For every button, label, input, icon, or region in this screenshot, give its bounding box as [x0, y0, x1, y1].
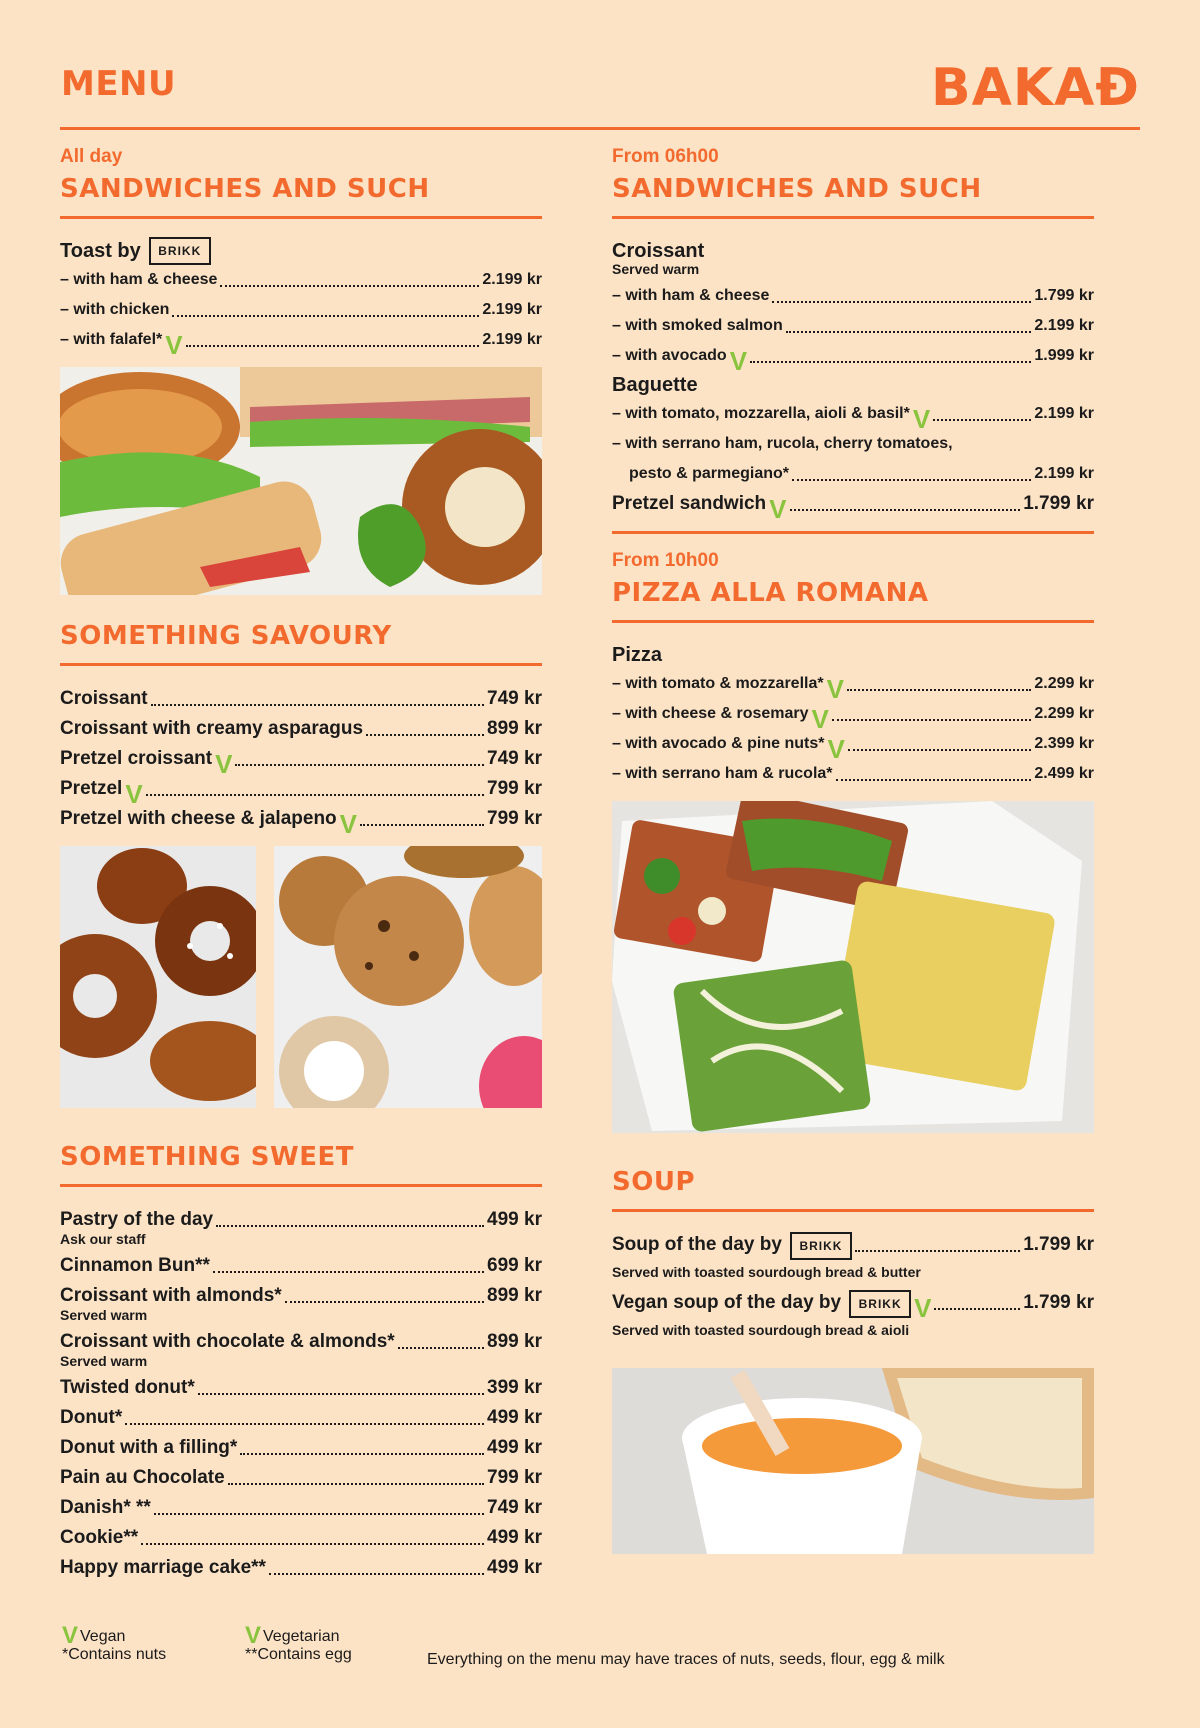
section-title: SANDWICHES AND SUCH: [612, 174, 982, 204]
menu-item: [60, 1493, 542, 1523]
menu-item-name: – with tomato, mozzarella, aioli & basil*: [612, 405, 910, 422]
section-divider: [612, 216, 1094, 219]
section-kicker: From 10h00: [612, 550, 719, 571]
menu-item: [612, 311, 1094, 341]
menu-item-name: – with ham & cheese: [612, 287, 770, 304]
leader-dots: [772, 301, 1031, 303]
menu-item-note: Served with toasted sourdough bread & butter: [612, 1264, 921, 1280]
leader-dots: [848, 749, 1032, 751]
menu-item-price: 2.399 kr: [1034, 735, 1094, 752]
menu-item-note: Served warm: [60, 1353, 148, 1369]
section-kicker: All day: [60, 146, 123, 167]
leader-dots: [216, 1225, 484, 1227]
pretzel-photo: [60, 846, 256, 1108]
leader-dots: [792, 479, 1031, 481]
legend-vegetarian-label: Vegetarian: [263, 1628, 340, 1645]
menu-item-name: Pretzel with cheese & jalapeno: [60, 808, 337, 829]
menu-item: [60, 325, 542, 360]
leader-dots: [154, 1513, 484, 1515]
leader-dots: [366, 734, 484, 736]
leader-dots: [398, 1347, 484, 1349]
section-sandwiches-morning: [612, 146, 1094, 524]
legend-vegan: [62, 1622, 167, 1664]
menu-item-price: 499 kr: [487, 1209, 542, 1230]
leader-dots: [790, 509, 1021, 511]
menu-item-name: Pretzel: [60, 778, 123, 799]
menu-item-price: 749 kr: [487, 748, 542, 769]
soup-items: [612, 1230, 1094, 1338]
menu-item-price: 899 kr: [487, 718, 542, 739]
menu-item-price: 499 kr: [487, 1407, 542, 1428]
menu-item-name: – with tomato & mozzarella*: [612, 675, 824, 692]
leader-dots: [213, 1271, 484, 1273]
section-divider: [60, 663, 542, 666]
menu-item-note: Served with toasted sourdough bread & aioli: [612, 1322, 910, 1338]
menu-item-note: Ask our staff: [60, 1231, 146, 1247]
menu-item-price: 1.799 kr: [1023, 1234, 1094, 1255]
vegetarian-icon: V: [826, 674, 844, 704]
menu-item-name: – with smoked salmon: [612, 317, 783, 334]
section-pizza: [612, 531, 1094, 1133]
pizza-photo: [612, 801, 1094, 1133]
vegan-icon: V: [62, 1622, 79, 1649]
savoury-photos: [60, 846, 542, 1108]
legend-nuts: *Contains nuts: [62, 1646, 167, 1663]
vegetarian-icon: V: [245, 1622, 262, 1649]
pizza-items: [612, 669, 1094, 789]
toast-heading: [60, 237, 542, 265]
soup-photo: [612, 1368, 1094, 1554]
toast-items: [60, 265, 542, 360]
menu-item-price: 699 kr: [487, 1255, 542, 1276]
menu-item: [60, 744, 542, 779]
menu-item-name: Cinnamon Bun**: [60, 1255, 210, 1276]
menu-item: [60, 1373, 542, 1403]
menu-item: [612, 1288, 1094, 1323]
menu-item-price: 749 kr: [487, 1497, 542, 1518]
leader-dots: [198, 1393, 484, 1395]
menu-item: [612, 489, 1094, 524]
menu-item-price: 749 kr: [487, 688, 542, 709]
menu-item: [612, 759, 1094, 789]
menu-item-price: 1.999 kr: [1034, 347, 1094, 364]
brikk-logo: BRIKK: [790, 1232, 852, 1260]
legend-disclaimer: Everything on the menu may have traces of nuts, seeds, flour, egg & milk: [427, 1651, 945, 1668]
menu-item-price: 2.299 kr: [1034, 675, 1094, 692]
leader-dots: [360, 824, 484, 826]
leader-dots: [228, 1483, 484, 1485]
menu-item: [612, 1230, 1094, 1260]
vegetarian-icon: V: [339, 809, 357, 839]
vegetarian-icon: V: [811, 704, 829, 734]
menu-item: [612, 459, 1094, 489]
vegan-icon: V: [729, 346, 748, 376]
menu-item: [60, 1251, 542, 1281]
section-divider: [612, 620, 1094, 623]
leader-dots: [151, 704, 484, 706]
section-divider: [612, 1209, 1094, 1212]
croissant-items: [612, 281, 1094, 376]
menu-item-price: 899 kr: [487, 1331, 542, 1352]
leader-dots: [933, 419, 1031, 421]
leader-dots: [240, 1453, 484, 1455]
menu-item: [612, 699, 1094, 734]
menu-item: [612, 429, 1094, 459]
menu-item-name: Donut*: [60, 1407, 123, 1428]
leader-dots: [125, 1423, 484, 1425]
leader-dots: [235, 764, 484, 766]
menu-item-name: Pretzel croissant: [60, 748, 213, 769]
croissant-note: Served warm: [612, 261, 700, 277]
pretzel-sandwich: [612, 489, 1094, 524]
menu-item-name: Soup of the day by: [612, 1234, 782, 1255]
vegan-icon: V: [914, 1293, 932, 1323]
menu-item-price: 499 kr: [487, 1527, 542, 1548]
menu-item: [60, 1523, 542, 1553]
leader-dots: [836, 779, 1032, 781]
toast-label: Toast by: [60, 240, 141, 262]
left-column: [60, 146, 542, 1583]
menu-item-name: Pastry of the day: [60, 1209, 214, 1230]
menu-item: [60, 1433, 542, 1463]
legend-vegan-label: Vegan: [80, 1628, 126, 1645]
menu-item-price: 799 kr: [487, 1467, 542, 1488]
menu-item: [612, 729, 1094, 764]
legend-vegetarian: [245, 1622, 352, 1664]
leader-dots: [186, 345, 480, 347]
menu-item-price: 399 kr: [487, 1377, 542, 1398]
menu-item-name: Croissant with almonds*: [60, 1285, 282, 1306]
menu-item-name: Pain au Chocolate: [60, 1467, 225, 1488]
header-divider: [60, 127, 1140, 130]
menu-item-price: 2.199 kr: [1034, 465, 1094, 482]
leader-dots: [285, 1301, 484, 1303]
menu-item-name: – with chicken: [60, 301, 170, 318]
menu-item-name: – with serrano ham, rucola, cherry tomatoes,: [612, 435, 953, 452]
section-sandwiches-allday: [60, 146, 542, 595]
leader-dots: [855, 1250, 1020, 1252]
menu-item-name: pesto & parmegiano*: [629, 465, 790, 482]
menu-item-name: Happy marriage cake**: [60, 1557, 266, 1578]
menu-item-name: – with falafel*: [60, 331, 163, 348]
section-soup: [612, 1167, 1094, 1554]
menu-item: [60, 774, 542, 809]
sweet-items: [60, 1205, 542, 1583]
baguette-heading: Baguette: [612, 374, 698, 396]
savoury-items: [60, 684, 542, 839]
vegan-icon: V: [125, 779, 143, 809]
menu-item-price: 2.299 kr: [1034, 705, 1094, 722]
leader-dots: [934, 1308, 1020, 1310]
menu-item-name: Danish* **: [60, 1497, 151, 1518]
menu-item-name: – with cheese & rosemary: [612, 705, 809, 722]
croissant-heading: Croissant: [612, 240, 705, 262]
menu-item-name: – with avocado: [612, 347, 727, 364]
menu-title: MENU: [61, 64, 177, 104]
section-title: SOUP: [612, 1167, 695, 1197]
menu-item: [612, 669, 1094, 704]
menu-item: [60, 684, 542, 714]
section-savoury: [60, 621, 542, 1108]
section-divider: [612, 531, 1094, 534]
menu-item-name: Croissant with chocolate & almonds*: [60, 1331, 395, 1352]
brand-logo: BAKAÐ: [931, 58, 1140, 118]
menu-item: [60, 295, 542, 325]
section-title: SOMETHING SWEET: [60, 1142, 354, 1172]
leader-dots: [146, 794, 484, 796]
menu-item: [60, 1403, 542, 1433]
menu-item-name: Croissant with creamy asparagus: [60, 718, 364, 739]
menu-item-name: Twisted donut*: [60, 1377, 195, 1398]
menu-item-name: Donut with a filling*: [60, 1437, 238, 1458]
menu-item-price: 799 kr: [487, 808, 542, 829]
menu-item-name: – with ham & cheese: [60, 271, 218, 288]
menu-item: [60, 714, 542, 744]
baguette-items: [612, 399, 1094, 489]
section-sweet: [60, 1142, 542, 1583]
menu-item: [60, 1553, 542, 1583]
menu-item-price: 2.199 kr: [482, 331, 542, 348]
menu-item: [60, 1463, 542, 1493]
sandwich-photo: [60, 367, 542, 595]
vegetarian-icon: V: [912, 404, 931, 434]
menu-item: [612, 399, 1094, 434]
leader-dots: [141, 1543, 484, 1545]
leader-dots: [269, 1573, 484, 1575]
vegetarian-icon: V: [769, 494, 787, 524]
menu-item-price: 2.199 kr: [1034, 405, 1094, 422]
menu-item-price: 2.199 kr: [482, 301, 542, 318]
legend-egg: **Contains egg: [245, 1646, 352, 1663]
cookies-photo: [274, 846, 542, 1108]
menu-item: [60, 804, 542, 839]
menu-item-name: – with serrano ham & rucola*: [612, 765, 833, 782]
menu-item-name: – with avocado & pine nuts*: [612, 735, 825, 752]
menu-item-price: 1.799 kr: [1023, 493, 1094, 514]
section-divider: [60, 1184, 542, 1187]
section-title: SOMETHING SAVOURY: [60, 621, 392, 651]
menu-item-price: 1.799 kr: [1023, 1292, 1094, 1313]
menu-item-price: 799 kr: [487, 778, 542, 799]
section-title: SANDWICHES AND SUCH: [60, 174, 430, 204]
menu-item-note: Served warm: [60, 1307, 148, 1323]
menu-item-name: Pretzel sandwich: [612, 493, 767, 514]
leader-dots: [220, 285, 479, 287]
vegan-icon: V: [215, 749, 233, 779]
leader-dots: [847, 689, 1031, 691]
section-kicker: From 06h00: [612, 146, 719, 167]
section-divider: [60, 216, 542, 219]
menu-item-price: 2.199 kr: [482, 271, 542, 288]
section-title: PIZZA ALLA ROMANA: [612, 578, 929, 608]
menu-item-price: 2.499 kr: [1034, 765, 1094, 782]
menu-item-name: Vegan soup of the day by: [612, 1292, 842, 1313]
leader-dots: [172, 315, 479, 317]
vegan-icon: V: [165, 330, 183, 360]
menu-item-name: Cookie**: [60, 1527, 139, 1548]
leader-dots: [750, 361, 1031, 363]
leader-dots: [786, 331, 1032, 333]
right-column: [612, 146, 1094, 1554]
menu-item-price: 499 kr: [487, 1437, 542, 1458]
menu-item-price: 1.799 kr: [1034, 287, 1094, 304]
menu-item: [612, 341, 1094, 376]
leader-dots: [832, 719, 1032, 721]
menu-item: [612, 281, 1094, 311]
menu-item: [60, 265, 542, 295]
menu-item-name: Croissant: [60, 688, 148, 709]
vegan-icon: V: [827, 734, 845, 764]
menu-item-price: 499 kr: [487, 1557, 542, 1578]
brikk-logo: BRIKK: [149, 237, 211, 265]
brikk-logo: BRIKK: [849, 1290, 911, 1318]
menu-item-price: 2.199 kr: [1034, 317, 1094, 334]
pizza-heading: Pizza: [612, 644, 663, 666]
menu-item-price: 899 kr: [487, 1285, 542, 1306]
